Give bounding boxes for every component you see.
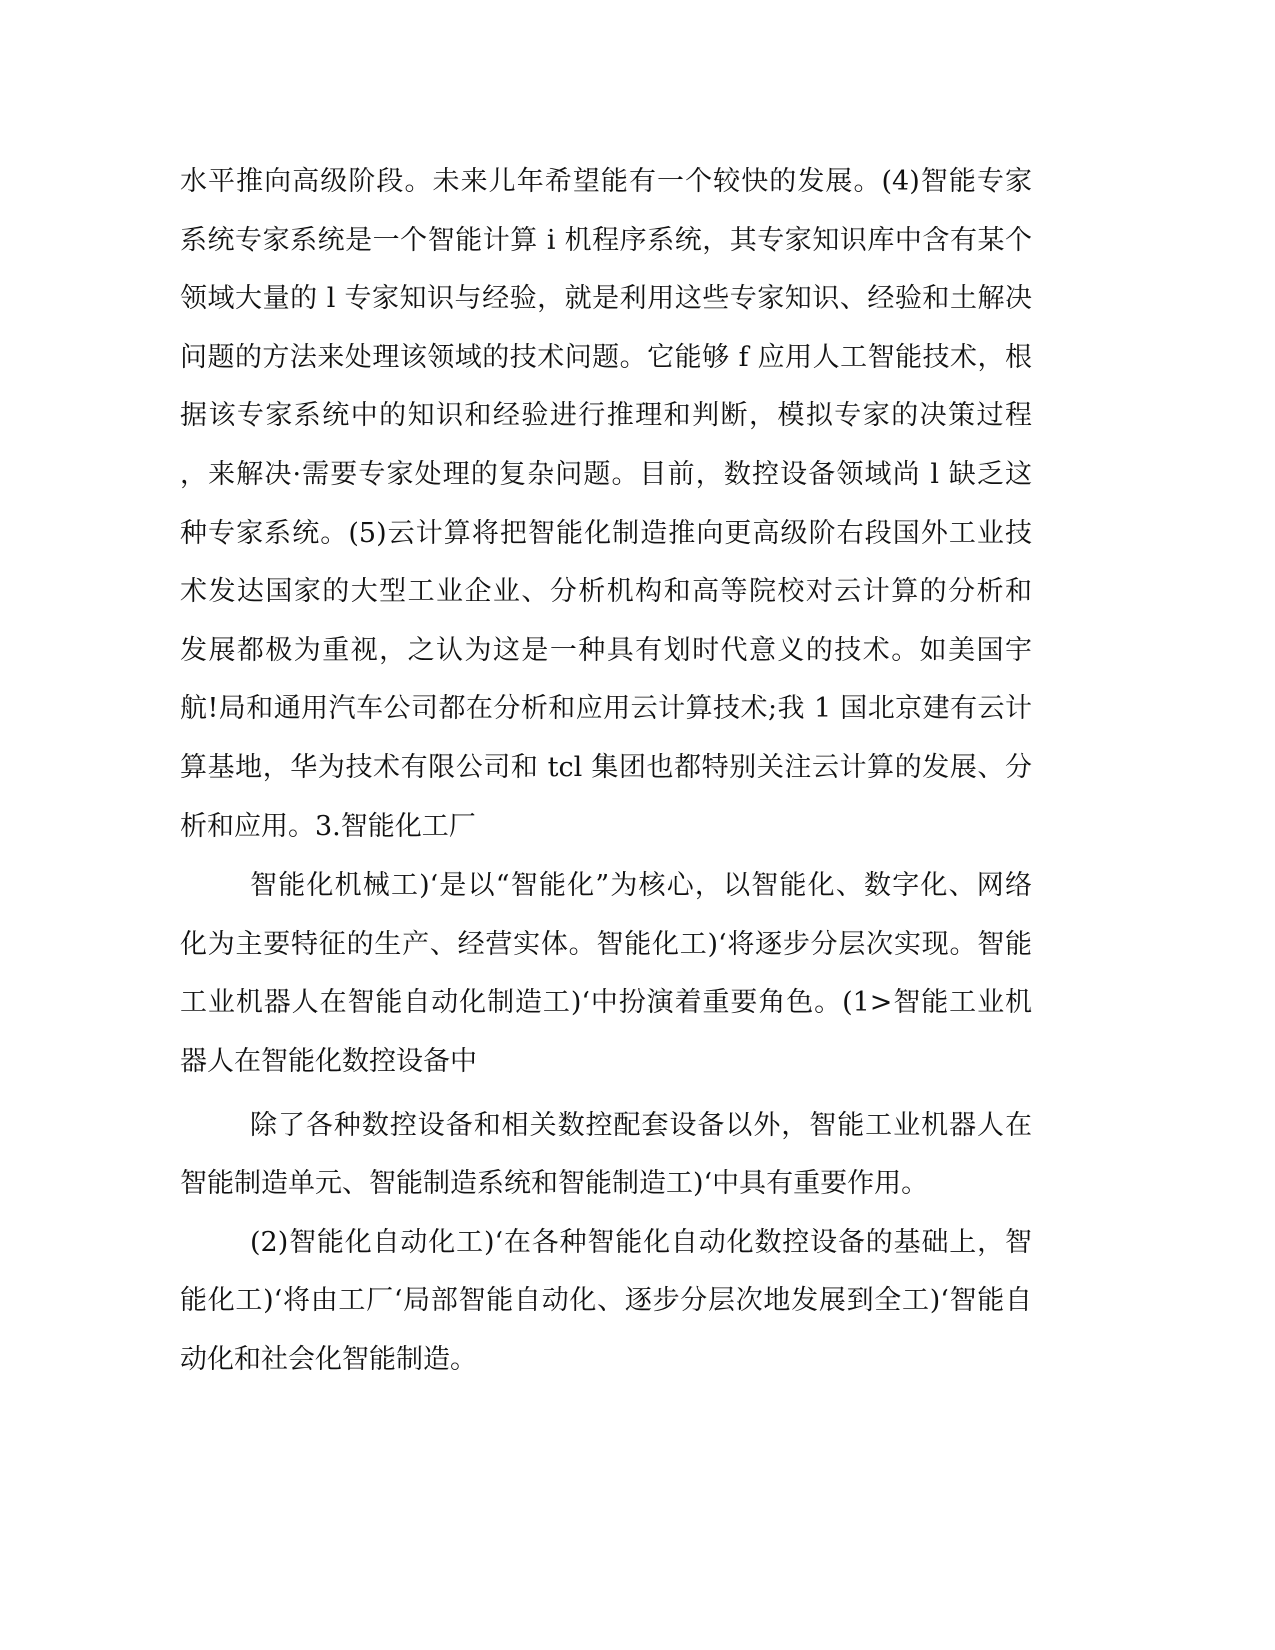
text-line: 动化和社会化智能制造。 (180, 1343, 477, 1375)
text-line: ，来解决·需要专家处理的复杂问题。目前，数控设备领域尚 l 缺乏这 (180, 458, 1032, 490)
text-line: 术发达国家的大型工业企业、分析机构和高等院校对云计算的分析和 (180, 576, 1032, 608)
text-line: 航!局和通用汽车公司都在分析和应用云计算技术;我 1 国北京建有云计 (180, 693, 1032, 725)
text-line: (2)智能化自动化工)‘在各种智能化自动化数控设备的基础上，智 (250, 1226, 1032, 1258)
text-line: 问题的方法来处理该领域的技术问题。它能够 f 应用人工智能技术，根 (180, 341, 1032, 373)
text-line: 化为主要特征的生产、经营实体。智能化工)‘将逐步分层次实现。智能 (180, 928, 1032, 960)
paragraph-smart-factory (180, 857, 1032, 1091)
text-line: 发展都极为重视，之认为这是一种具有划时代意义的技术。如美国宇 (180, 634, 1032, 666)
text-line: 领域大量的 l 专家知识与经验，就是利用这些专家知识、经验和土解决 (180, 283, 1032, 315)
text-line: 据该专家系统中的知识和经验进行推理和判断，模拟专家的决策过程 (180, 400, 1032, 432)
text-line: 种专家系统。(5)云计算将把智能化制造推向更高级阶右段国外工业技 (180, 517, 1032, 549)
text-line: 智能制造单元、智能制造系统和智能制造工)‘中具有重要作用。 (180, 1168, 929, 1200)
text-line: 析和应用。3.智能化工厂 (180, 810, 476, 842)
paragraph-automation-factory (180, 1214, 1032, 1390)
text-line: 工业机器人在智能自动化制造工)‘中扮演着重要角色。(1>智能工业机 (180, 987, 1032, 1019)
document-page (180, 153, 1032, 1389)
text-line: 除了各种数控设备和相关数控配套设备以外，智能工业机器人在 (250, 1109, 1032, 1141)
paragraph-industrial-robots (180, 1097, 1032, 1214)
text-line: 器人在智能化数控设备中 (180, 1045, 477, 1077)
text-line: 智能化机械工)‘是以“智能化”为核心，以智能化、数字化、网络 (250, 870, 1032, 902)
text-line: 水平推向高级阶段。未来儿年希望能有一个较快的发展。(4)智能专家 (180, 166, 1032, 197)
text-line: 算基地，华为技术有限公司和 tcl 集团也都特别关注云计算的发展、分 (180, 751, 1032, 783)
text-line: 系统专家系统是一个智能计算 i 机程序系统，其专家知识库中含有某个 (180, 224, 1032, 256)
paragraph-expert-systems-cloud (180, 153, 1032, 856)
text-line: 能化工)‘将由工厂‘局部智能自动化、逐步分层次地发展到全工)‘智能自 (180, 1285, 1032, 1317)
